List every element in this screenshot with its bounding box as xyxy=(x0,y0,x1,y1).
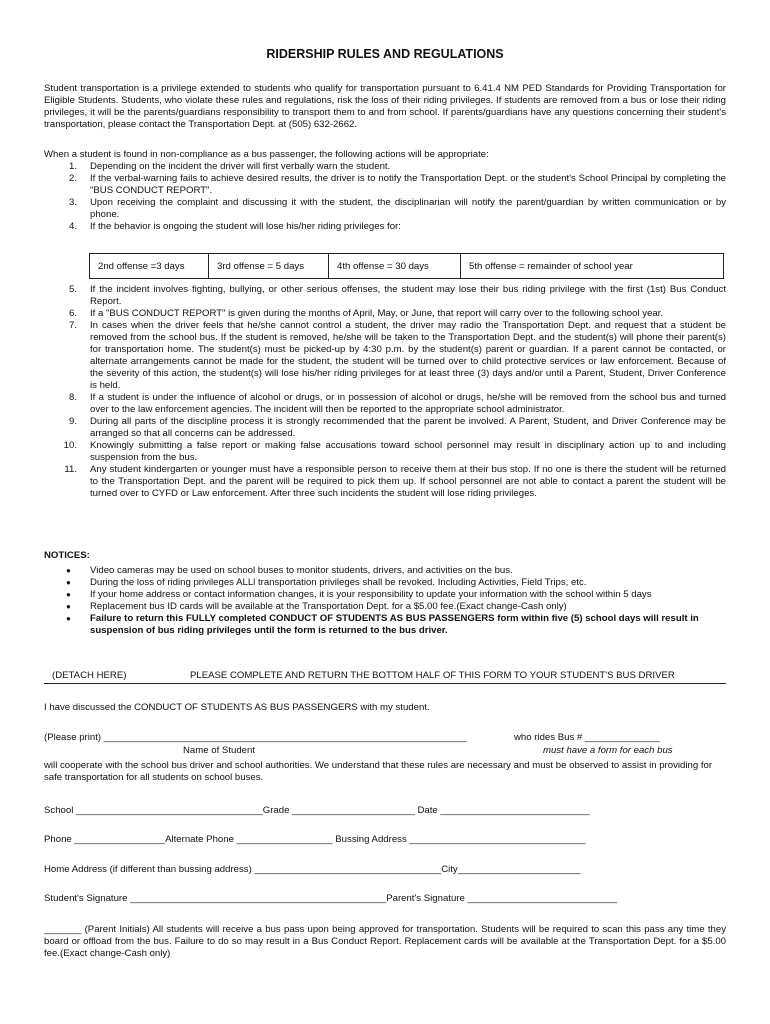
detach-here-label: (DETACH HERE) xyxy=(52,670,127,681)
rule-item xyxy=(44,308,726,320)
return-instructions: PLEASE COMPLETE AND RETURN THE BOTTOM HALF OF THIS FORM TO YOUR STUDENT'S BUS DRIVER xyxy=(190,670,675,681)
rule-item xyxy=(44,464,726,500)
rule-item xyxy=(44,392,726,416)
rule-number: 11. xyxy=(64,464,77,475)
notice-text: Failure to return this FULLY completed CONDUCT OF STUDENTS AS BUS PASSENGERS form within five (5) school days will result in suspension of bus riding privileges until the form is returned to the bus driver. xyxy=(90,613,699,636)
offense-cell-3rd: 3rd offense = 5 days xyxy=(209,254,329,278)
phone-address-fields[interactable]: Phone _________________Alternate Phone __________________ Bussing Address _________________________________ xyxy=(44,834,586,845)
bus-number-field[interactable]: who rides Bus # ______________ xyxy=(514,732,660,743)
notice-item xyxy=(44,601,726,613)
rule-number: 3. xyxy=(68,197,77,208)
rule-text: If the behavior is ongoing the student will lose his/her riding privileges for: xyxy=(90,221,401,232)
rule-item xyxy=(44,416,726,440)
name-of-student-label: Name of Student xyxy=(183,745,255,756)
document-title: RIDERSHIP RULES AND REGULATIONS xyxy=(266,47,504,61)
rule-text: Upon receiving the complaint and discussing it with the student, the disciplinarian will notify the parent/guardian by written communication or by phone. xyxy=(90,197,726,220)
rule-item xyxy=(44,284,726,308)
notice-item xyxy=(44,565,726,577)
offense-cell-4th: 4th offense = 30 days xyxy=(329,254,461,278)
compliance-intro: When a student is found in non-compliance as a bus passenger, the following actions will be appropriate: xyxy=(44,149,489,160)
rules-list-part-1 xyxy=(44,161,726,233)
notice-item xyxy=(44,589,726,601)
rule-number: 6. xyxy=(68,308,77,319)
notice-text: During the loss of riding privileges ALLl transportation privileges shall be revoked. Including Activities, Field Trips, etc. xyxy=(90,577,587,588)
rule-text: During all parts of the discipline process it is strongly recommended that the parent be involved. A Parent, Student, and Driver Conference may be arranged so that all concerns can be addressed. xyxy=(90,416,726,439)
student-name-field[interactable]: (Please print) ____________________________________________________________________ xyxy=(44,732,467,743)
rule-item xyxy=(44,197,726,221)
intro-paragraph: Student transportation is a privilege extended to students who qualify for transportation pursuant to 6.41.4 NM PED Standards for Providing Transportation for Eligible Students. Students, who violate these rules and regulations, risk the loss of their riding privileges. If students are removed from a bus or lose their riding privileges, it will be the parents/guardians responsibility to transport them to and from school. If parents/guardians have any questions concerning their student's transportation, please contact the Transportation Dept. at (505) 632-2662. xyxy=(44,83,726,130)
rule-number: 1. xyxy=(68,161,77,172)
rule-item xyxy=(44,173,726,197)
rule-number: 2. xyxy=(68,173,77,184)
notice-text: If your home address or contact information changes, it is your responsibility to update your information with the school within 5 days xyxy=(90,589,652,600)
notice-text: Video cameras may be used on school buses to monitor students, drivers, and activities on the bus. xyxy=(90,565,513,576)
rule-number: 5. xyxy=(68,284,77,295)
notices-list xyxy=(44,565,726,637)
bullet-icon: ● xyxy=(66,578,71,587)
rule-text: In cases when the driver feels that he/she cannot control a student, the driver may radio the Transportation Dept. and request that a student be removed from the school bus. If the student is removed, he/she will be taken to the Transportation Dept. and the student(s) will phone their parent(s) for transportation home. The student(s) must be picked-up by 4:30 p.m. by the student(s) parent or guardian. If a parent cannot be contacted, or alternate arrangements cannot be made for the student, the student will be turned over to child protective services or law enforcement. Because of the severity of this action, the student(s) will lose his/her riding privileges for at least three (3) days and/or until a Parent, Student, Driver Conference is held. xyxy=(90,320,726,391)
rule-text: If a student is under the influence of alcohol or drugs, or in possession of alcohol or drugs, he/she will be removed from the school bus and turned over to the law enforcement agencies. The incident will then be reported to the appropriate school administrator. xyxy=(90,392,726,415)
notices-heading: NOTICES: xyxy=(44,550,90,561)
rule-item xyxy=(44,440,726,464)
detach-divider xyxy=(44,683,726,684)
school-grade-date-fields[interactable]: School ___________________________________Grade _______________________ Date ____________________________ xyxy=(44,805,590,816)
bullet-icon: ● xyxy=(66,602,71,611)
rule-item xyxy=(44,221,726,233)
rule-text: Any student kindergarten or younger must have a responsible person to receive them at their bus stop. If no one is there the student will be returned to the Transportation Dept. and the parent will be required to pick them up. If school personnel are not able to contact a parent the student will be turned over to CYFD or Law enforcement. After three such incidents the student will lose riding privileges. xyxy=(90,464,726,499)
home-address-city-fields[interactable]: Home Address (if different than bussing address) ___________________________________City_______________________ xyxy=(44,864,581,875)
bullet-icon: ● xyxy=(66,566,71,575)
offense-cell-2nd: 2nd offense =3 days xyxy=(90,254,209,278)
offense-cell-5th: 5th offense = remainder of school year xyxy=(469,261,633,272)
rule-number: 9. xyxy=(68,416,77,427)
cooperation-statement: will cooperate with the school bus driver and school authorities. We understand that these rules are necessary and must be observed to assist in providing for safe transportation for all students on school buses. xyxy=(44,760,713,783)
bullet-icon: ● xyxy=(66,614,71,623)
rule-text: Depending on the incident the driver will first verbally warn the student. xyxy=(90,161,391,172)
rule-text: If a "BUS CONDUCT REPORT" is given during the months of April, May, or June, that report will carry over to the following school year. xyxy=(90,308,664,319)
rule-item xyxy=(44,320,726,392)
rule-item xyxy=(44,161,726,173)
bullet-icon: ● xyxy=(66,590,71,599)
rule-number: 7. xyxy=(68,320,77,331)
parent-initials-paragraph: _______ (Parent Initials) All students will receive a bus pass upon being approved for transportation. Students will be required to scan this pass any time they board or offload from the bus. Failure to do so may result in a Bus Conduct Report. Replacement cards will be available at the Transportation Dept. for a $5.00 fee.(Exact change-Cash only) xyxy=(44,924,726,959)
rule-number: 10. xyxy=(63,440,77,451)
discussed-statement: I have discussed the CONDUCT OF STUDENTS AS BUS PASSENGERS with my student. xyxy=(44,702,430,713)
rule-text: If the verbal-warning fails to achieve desired results, the driver is to notify the Transportation Dept. or the student's School Principal by completing the "BUS CONDUCT REPORT". xyxy=(90,173,726,196)
rule-text: If the incident involves fighting, bullying, or other serious offenses, the student may lose their bus riding privilege with the first (1st) Bus Conduct Report. xyxy=(90,284,726,307)
offense-table xyxy=(89,253,724,279)
rule-number: 4. xyxy=(68,221,77,232)
rule-number: 8. xyxy=(68,392,77,403)
rules-list-part-2 xyxy=(44,284,726,500)
form-per-bus-note: must have a form for each bus xyxy=(543,745,673,756)
notice-item xyxy=(44,577,726,589)
rule-text: Knowingly submitting a false report or making false accusations toward school personnel may result in disciplinary action up to and including suspension from the bus. xyxy=(90,440,726,463)
notice-item-warning xyxy=(44,613,726,637)
signature-fields[interactable]: Student's Signature ________________________________________________Parent's Signature ____________________________ xyxy=(44,893,617,904)
notice-text: Replacement bus ID cards will be available at the Transportation Dept. for a $5.00 fee.(Exact change-Cash only) xyxy=(90,601,567,612)
